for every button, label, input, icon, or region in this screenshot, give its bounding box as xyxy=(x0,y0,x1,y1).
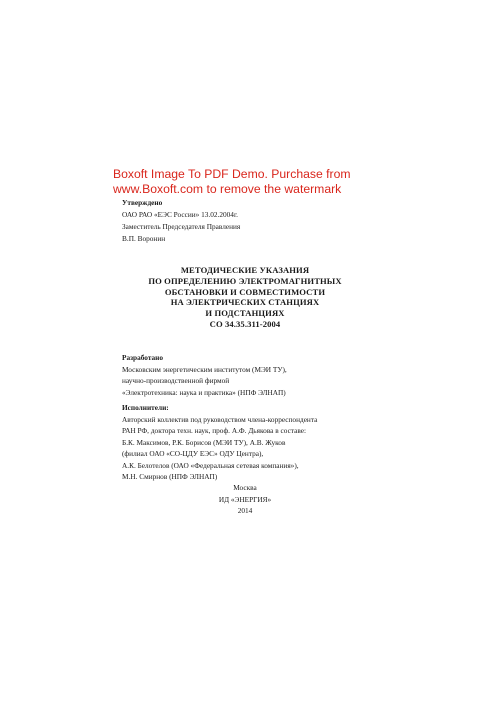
watermark-line-2: www.Boxoft.com to remove the watermark xyxy=(113,182,342,196)
title-line: И ПОДСТАНЦИЯХ xyxy=(205,308,285,319)
watermark xyxy=(113,167,373,197)
title-line: ПО ОПРЕДЕЛЕНИЮ ЭЛЕКТРОМАГНИТНЫХ xyxy=(148,275,342,286)
developed-line: Московским энергетическим институтом (МЭИ ТУ), xyxy=(122,364,287,374)
approval-block xyxy=(122,197,240,245)
approval-line: В.П. Воронин xyxy=(122,234,166,243)
executors-line: Б.К. Максимов, Р.К. Борисов (МЭИ ТУ), А.В. Жуков xyxy=(122,437,286,447)
developed-by-block xyxy=(122,352,287,398)
imprint-block xyxy=(150,482,340,517)
document-code: СО 34.35.311-2004 xyxy=(209,318,281,329)
document-title xyxy=(100,265,390,330)
executors-line: РАН РФ, доктора техн. наук, проф. А.Ф. Дьякова в составе: xyxy=(122,426,306,435)
title-line: НА ЭЛЕКТРИЧЕСКИХ СТАНЦИЯХ xyxy=(170,297,320,308)
watermark-line-1: Boxoft Image To PDF Demo. Purchase from xyxy=(113,167,351,181)
approval-line: Заместитель Председателя Правления xyxy=(122,222,241,231)
executors-line: Авторский коллектив под руководством члена-корреспондента xyxy=(122,414,318,424)
approval-line: ОАО РАО «ЕЭС России» 13.02.2004г. xyxy=(122,210,238,219)
executors-line: (филиал ОАО «СО-ЦДУ ЕЭС» ОДУ Центра), xyxy=(122,449,264,458)
executors-heading: Исполнители: xyxy=(122,403,169,412)
developed-line: научно-производственной фирмой xyxy=(122,376,230,385)
executors-block xyxy=(122,402,317,483)
developed-heading: Разработано xyxy=(122,353,164,362)
approval-heading: Утверждено xyxy=(122,198,163,207)
imprint-city: Москва xyxy=(233,483,257,492)
title-line: МЕТОДИЧЕСКИЕ УКАЗАНИЯ xyxy=(180,265,310,275)
imprint-year: 2014 xyxy=(237,506,253,515)
imprint-publisher: ИД «ЭНЕРГИЯ» xyxy=(218,494,272,504)
executors-line: А.К. Белотелов (ОАО «Федеральная сетевая компания»), xyxy=(122,460,299,470)
executors-line: М.Н. Смирнов (НПФ ЭЛНАП) xyxy=(122,472,218,481)
title-line: ОБСТАНОВКИ И СОВМЕСТИМОСТИ xyxy=(164,286,326,297)
developed-line: «Электротехника: наука и практика» (НПФ ЭЛНАП) xyxy=(122,387,286,397)
